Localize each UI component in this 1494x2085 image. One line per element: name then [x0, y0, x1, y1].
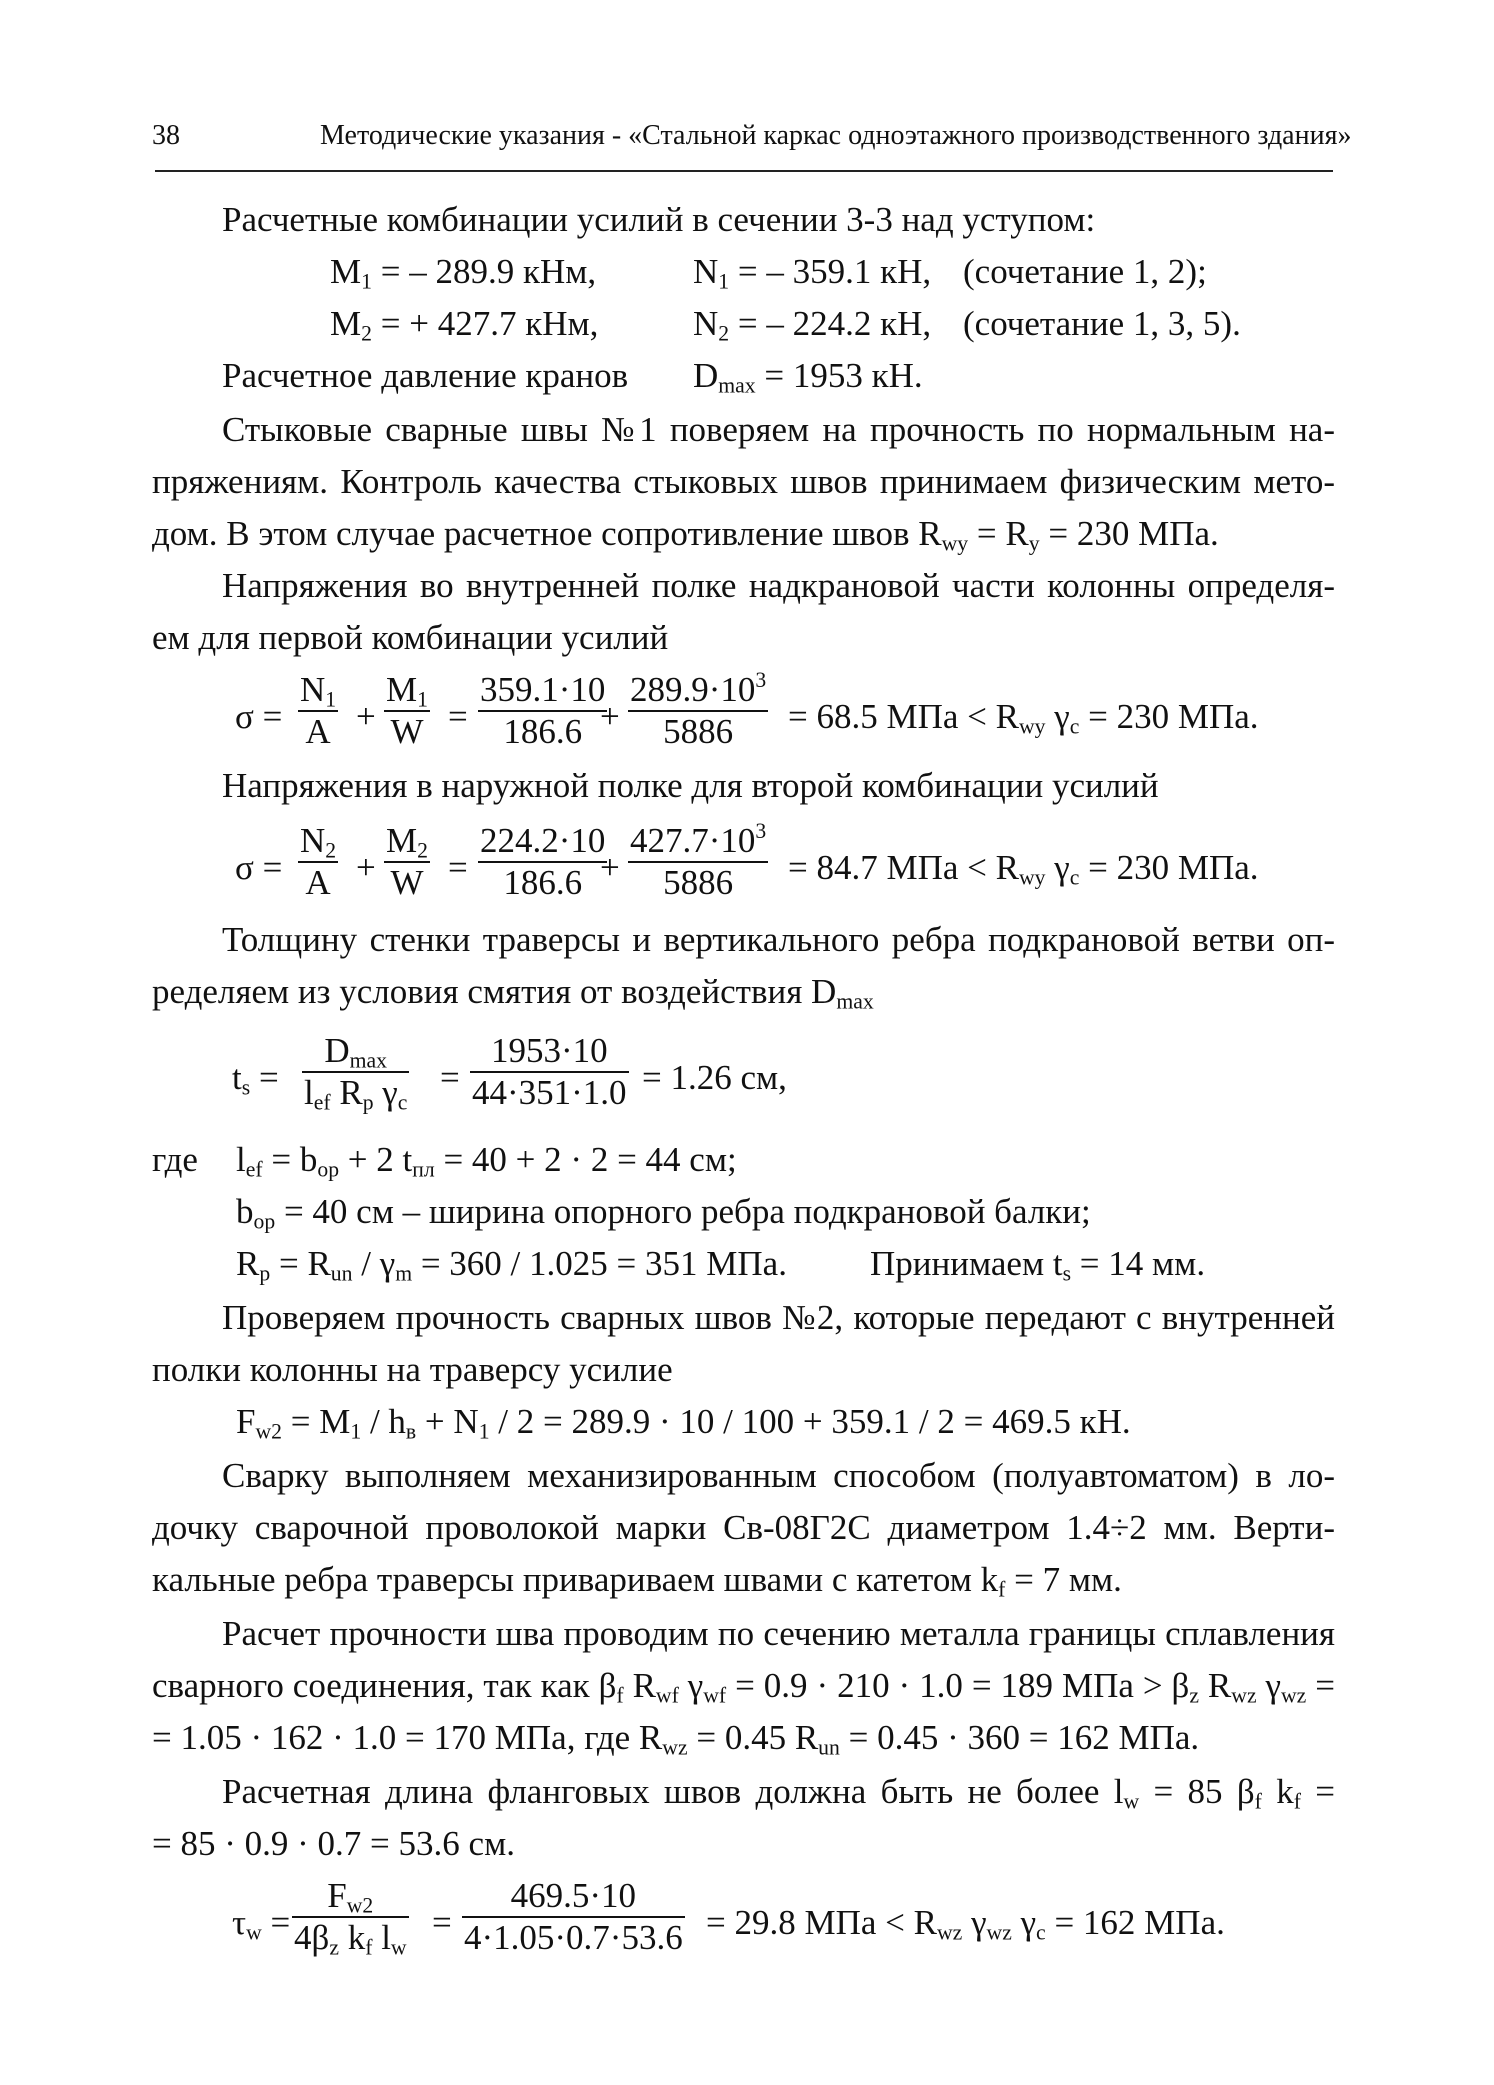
fraction-224-186: 224.2·10 186.6 — [480, 821, 606, 902]
where-lef: $l_{ef} = b_{op} + 2$ $t_{пл} = 40 + 2 \cdot 2 = 44$ см; — [236, 1140, 737, 1182]
weld2-force-formula: $F_{w2} = M_1 / h_в + N_1 / 2 = 289.9 \cdot 10 / 100 + 359.1 / 2 = 469.5$ кН. — [236, 1402, 1131, 1444]
formula-4-lhs: $\tau_w$ = — [232, 1903, 291, 1945]
formula-1-plus: + — [356, 697, 376, 736]
formula-1-lhs: σ = — [235, 697, 283, 736]
fraction-fw2: $F_{w2}$ $4\beta_z$ $k_f$ $l_w$ — [294, 1876, 407, 1960]
calc-line-1: Расчет прочности шва проводим по сечению металла границы сплавления — [222, 1614, 1335, 1653]
combinations-intro: Расчетные комбинации усилий в сечении 3-3 над уступом: — [222, 200, 1096, 239]
flank-line-2: = 85 · 0.9 · 0.7 = 53.6 см. — [152, 1824, 515, 1863]
m2-value: $M_2$ = + 427.7 кНм, — [330, 304, 599, 346]
inner-flange-line-2: ем для первой комбинации усилий — [152, 618, 669, 657]
where-bop: $b_{op} = 40$ см – ширина опорного ребра подкрановой балки; — [236, 1192, 1091, 1234]
crane-pressure-value: $D_{max} = 1953$ кН. — [693, 356, 923, 398]
n2-value: $N_2$ = – 224.2 кН, — [693, 304, 932, 346]
formula-4-equals: = — [432, 1903, 452, 1942]
crane-pressure-label: Расчетное давление кранов — [222, 356, 629, 395]
butt-weld-line-1: Стыковые сварные швы №1 поверяем на прочность по нормальным на- — [222, 410, 1335, 449]
outer-flange-text: Напряжения в наружной полке для второй комбинации усилий — [222, 766, 1159, 805]
fraction-n1-a: $N_1$ A — [300, 670, 337, 751]
formula-2-equals: = — [448, 848, 468, 887]
fraction-427-5886: $427.7\cdot 10^3$ 5886 — [630, 818, 767, 902]
fraction-n2-a: $N_2$ A — [300, 821, 337, 902]
fraction-289-5886: $289.9\cdot 10^3$ 5886 — [630, 667, 767, 751]
combination-1-note: (сочетание 1, 2); — [963, 252, 1207, 291]
welding-line-1: Сварку выполняем механизированным способом (полуавтоматом) в ло- — [222, 1456, 1335, 1495]
running-title: Методические указания - «Стальной каркас одноэтажного производственного здания» — [320, 120, 1352, 151]
fraction-m1-w: $M_1$ W — [386, 670, 428, 751]
n1-value: $N_1$ = – 359.1 кН, — [693, 252, 932, 294]
formula-3-lhs: $t_s$ = — [232, 1058, 279, 1100]
m1-value: $M_1$ = – 289.9 кНм, — [330, 252, 597, 294]
formula-1-result: = 68.5 МПа < $R_{wy}$ $\gamma_c = 230$ МПа. — [788, 697, 1259, 739]
fraction-359-186: 359.1·10 186.6 — [480, 670, 606, 751]
accept-ts: Принимаем $t_s = 14$ мм. — [870, 1244, 1206, 1286]
fraction-m2-w: $M_2$ W — [386, 821, 428, 902]
formula-2-lhs: σ = — [235, 848, 283, 887]
formula-1-plus-2: + — [600, 697, 620, 736]
formula-2-plus-2: + — [600, 848, 620, 887]
page-number: 38 — [152, 120, 180, 151]
flank-line-1: Расчетная длина фланговых швов должна быть не более $l_w = 85$ $\beta_f$ $k_f$ = — [222, 1772, 1336, 1814]
formula-1-equals: = — [448, 697, 468, 736]
formula-2-result: = 84.7 МПа < $R_{wy}$ $\gamma_c = 230$ МПа. — [788, 848, 1259, 890]
fraction-dmax: $D_{max}$ $l_{ef}$ $R_p$ $\gamma_c$ — [304, 1031, 408, 1115]
thickness-line-1: Толщину стенки траверсы и вертикального ребра подкрановой ветви оп- — [222, 920, 1335, 959]
header-rule — [155, 170, 1333, 172]
welding-line-2: дочку сварочной проволокой марки Св-08Г2С диаметром 1.4÷2 мм. Верти- — [152, 1508, 1335, 1547]
weld2-line-1: Проверяем прочность сварных швов №2, которые передают с внутренней — [222, 1298, 1335, 1337]
where-label: где — [152, 1140, 198, 1179]
formula-2-plus: + — [356, 848, 376, 887]
welding-line-3: кальные ребра траверсы привариваем швами с катетом $k_f = 7$ мм. — [152, 1560, 1122, 1602]
butt-weld-line-2: пряжениям. Контроль качества стыковых швов принимаем физическим мето- — [152, 462, 1335, 501]
combination-2-note: (сочетание 1, 3, 5). — [963, 304, 1241, 343]
butt-weld-line-3: дом. В этом случае расчетное сопротивление швов $R_{wy} = R_y = 230$ МПа. — [152, 514, 1219, 556]
fraction-1953: 1953·10 44·351·1.0 — [472, 1031, 627, 1112]
fraction-469: 469.5·10 4·1.05·0.7·53.6 — [464, 1876, 683, 1957]
inner-flange-line-1: Напряжения во внутренней полке надкрановой части колонны определя- — [222, 566, 1335, 605]
formula-3-result: = 1.26 см, — [642, 1058, 787, 1097]
thickness-line-2: ределяем из условия смятия от воздействия $D_{max}$ — [152, 972, 874, 1014]
where-rp: $R_p = R_{un} / \gamma_m = 360 / 1.025 = 351$ МПа. — [236, 1244, 787, 1286]
formula-4-result: = 29.8 МПа < $R_{wz}$ $\gamma_{wz}$ $\gamma_c = 162$ МПа. — [706, 1903, 1225, 1945]
calc-line-3: = 1.05 · 162 · 1.0 = 170 МПа, где $R_{wz} = 0.45$ $R_{un} = 0.45 \cdot 360 = 162$ МПа. — [152, 1718, 1200, 1760]
weld2-line-2: полки колонны на траверсу усилие — [152, 1350, 673, 1389]
formula-3-equals: = — [440, 1058, 460, 1097]
calc-line-2: сварного соединения, так как $\beta_f$ $R_{wf}$ $\gamma_{wf} = 0.9 \cdot 210 \cdot 1.0 = 189$ МПа > $\beta_z$ $R_{wz}$ $\gamma_{wz}$ = — [152, 1666, 1335, 1708]
